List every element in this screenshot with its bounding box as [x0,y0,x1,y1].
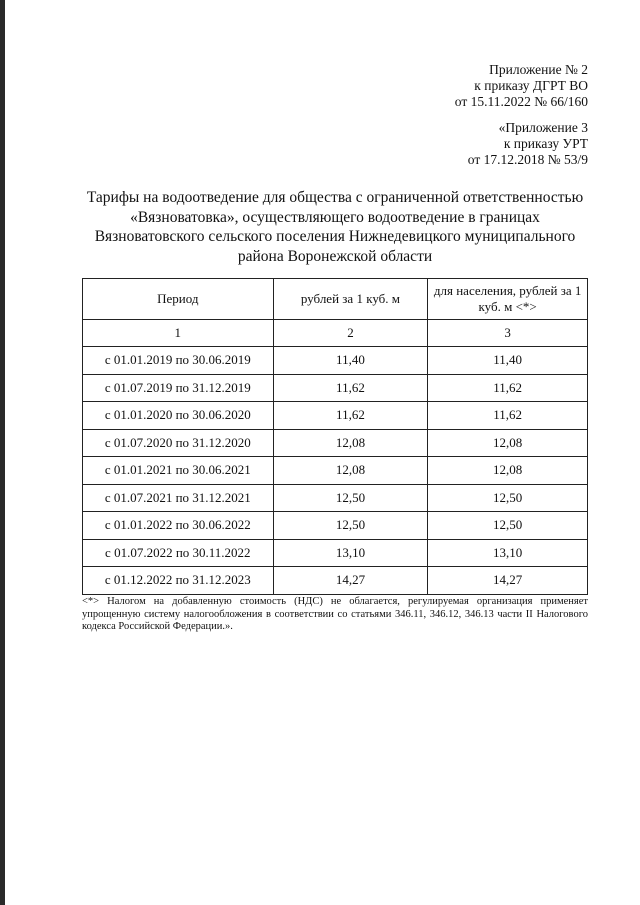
period-cell: с 01.07.2022 по 30.11.2022 [83,539,274,567]
column-number: 1 [83,320,274,347]
population-rate-cell: 12,08 [428,429,588,457]
table-row [83,402,588,430]
reference-line: от 15.11.2022 № 66/160 [454,94,588,109]
column-number: 3 [428,320,588,347]
reference-line: к приказу УРТ [503,136,588,151]
appendix-reference-current [455,62,588,110]
rate-cell: 14,27 [273,567,428,595]
title-line: «Вязноватовка», осуществляющего водоотведение в границах [130,208,540,226]
rate-cell: 13,10 [273,539,428,567]
period-cell: с 01.01.2022 по 30.06.2022 [83,512,274,540]
table-row [83,429,588,457]
appendix-reference-original [468,120,588,168]
reference-line: от 17.12.2018 № 53/9 [467,152,588,167]
period-cell: с 01.12.2022 по 31.12.2023 [83,567,274,595]
column-number-row [83,320,588,347]
column-number: 2 [273,320,428,347]
rate-cell: 12,08 [273,429,428,457]
period-cell: с 01.07.2019 по 31.12.2019 [83,374,274,402]
reference-line: «Приложение 3 [498,120,588,135]
rate-cell: 12,08 [273,457,428,485]
table-header-row [83,279,588,320]
reference-line: Приложение № 2 [489,62,588,77]
population-rate-cell: 11,62 [428,374,588,402]
population-rate-cell: 14,27 [428,567,588,595]
table-row [83,539,588,567]
title-line: района Воронежской области [237,247,433,265]
scan-edge [0,0,5,905]
population-rate-cell: 12,08 [428,457,588,485]
table-row [83,512,588,540]
period-cell: с 01.07.2020 по 31.12.2020 [83,429,274,457]
table-row [83,374,588,402]
rate-cell: 11,62 [273,402,428,430]
population-rate-cell: 11,62 [428,402,588,430]
header-period: Период [83,279,274,320]
rate-cell: 12,50 [273,512,428,540]
population-rate-cell: 13,10 [428,539,588,567]
vat-footnote: <*> Налогом на добавленную стоимость (НДС) не облагается, регулируемая организация применяет упрощенную систему налогообложения в соответствии со статьями 346.11, 346.12, 346.13 части II Налогового кодекса Российской Федерации.». [82,596,588,632]
reference-line: к приказу ДГРТ ВО [474,78,588,93]
period-cell: с 01.01.2021 по 30.06.2021 [83,457,274,485]
header-population-rate: для населения, рублей за 1 куб. м <*> [428,279,588,320]
table-row [83,457,588,485]
title-line: Тарифы на водоотведение для общества с ограниченной ответственностью [86,189,584,206]
table-row [83,347,588,375]
title-line: Вязноватовского сельского поселения Нижнедевицкого муниципального [94,228,576,245]
document-title [80,188,590,266]
period-cell: с 01.07.2021 по 31.12.2021 [83,484,274,512]
header-rate: рублей за 1 куб. м [273,279,428,320]
period-cell: с 01.01.2019 по 30.06.2019 [83,347,274,375]
population-rate-cell: 11,40 [428,347,588,375]
period-cell: с 01.01.2020 по 30.06.2020 [83,402,274,430]
rate-cell: 11,62 [273,374,428,402]
population-rate-cell: 12,50 [428,512,588,540]
rate-cell: 11,40 [273,347,428,375]
rate-cell: 12,50 [273,484,428,512]
population-rate-cell: 12,50 [428,484,588,512]
table-row [83,567,588,595]
tariff-table [82,278,588,595]
table-row [83,484,588,512]
